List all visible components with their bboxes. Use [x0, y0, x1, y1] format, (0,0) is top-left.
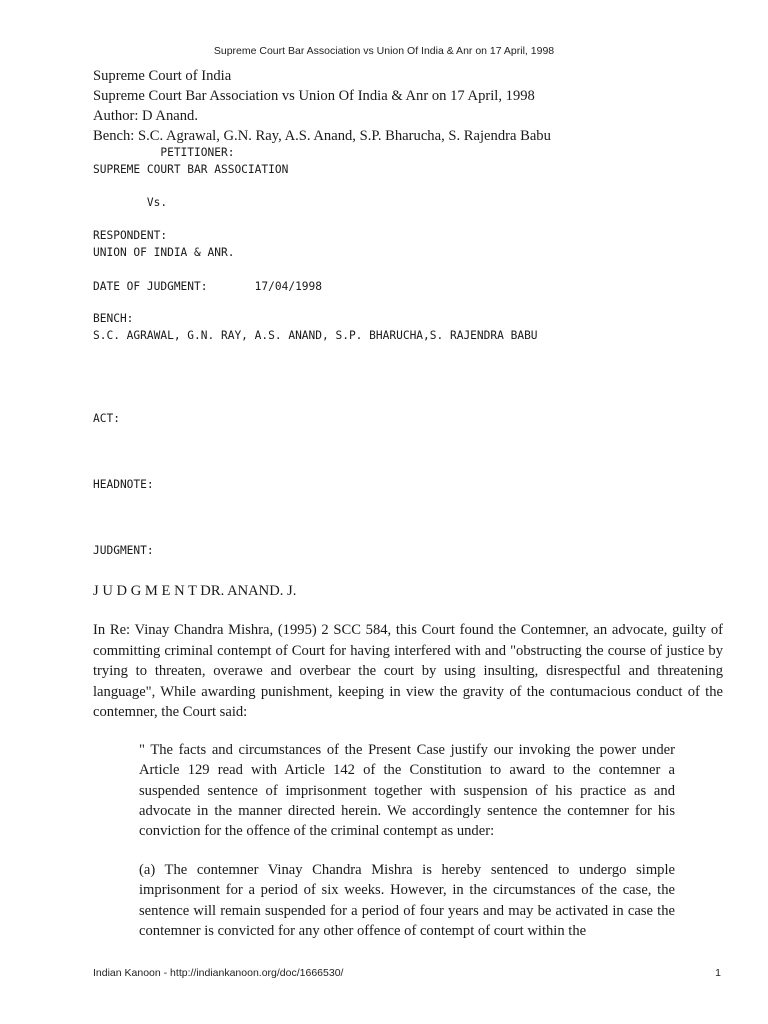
court-name: Supreme Court of India: [93, 68, 232, 84]
judgment-label: JUDGMENT:: [93, 544, 154, 557]
respondent-value: UNION OF INDIA & ANR.: [93, 246, 235, 259]
vs-line: Vs.: [93, 196, 168, 209]
act-label: ACT:: [93, 412, 120, 425]
petitioner-label: PETITIONER:: [93, 146, 235, 159]
quoted-paragraph: " The facts and circumstances of the Present Case justify our invoking the power under Article 129 read with Article 142 of the Constitution to award to the contemner a suspended sentence of imprisonment together with suspension of his practice as and advocate in the manner directed herein. We accordingly sentence the contemner for his conviction for the offence of the criminal contempt as under:: [139, 742, 675, 840]
running-header: Supreme Court Bar Association vs Union Of India & Anr on 17 April, 1998: [213, 45, 555, 57]
respondent-label: RESPONDENT:: [93, 229, 168, 242]
case-title: Supreme Court Bar Association vs Union Of India & Anr on 17 April, 1998: [93, 88, 535, 104]
case-metadata: [93, 66, 551, 146]
quoted-paragraph: (a) The contemner Vinay Chandra Mishra is hereby sentenced to undergo simple imprisonment for a period of six weeks. However, in the circumstances of the case, the sentence will remain suspended for a period of four years and may be activated in case the contemner is convicted for any other offence of contempt of court within the: [139, 862, 675, 939]
judgment-heading: J U D G M E N T DR. ANAND. J.: [93, 583, 297, 599]
author-line: Author: D Anand.: [93, 108, 198, 124]
petitioner-value: SUPREME COURT BAR ASSOCIATION: [93, 163, 289, 176]
page-number: 1: [715, 967, 721, 979]
bench-line: Bench: S.C. Agrawal, G.N. Ray, A.S. Anand, S.P. Bharucha, S. Rajendra Babu: [93, 128, 551, 144]
date-of-judgment: DATE OF JUDGMENT: 17/04/1998: [93, 280, 323, 293]
body-paragraph: In Re: Vinay Chandra Mishra, (1995) 2 SCC 584, this Court found the Contemner, an advocate, guilty of committing criminal contempt of Court for having interfered with and "obstructing the course of justice by trying to threaten, overawe and overbear the court by using insulting, disrespectful and threatening language", While awarding punishment, keeping in view the gravity of the contumacious conduct of the contemner, the Court said:: [93, 622, 723, 720]
bench-value: S.C. AGRAWAL, G.N. RAY, A.S. ANAND, S.P. BHARUCHA,S. RAJENDRA BABU: [93, 329, 538, 342]
headnote-label: HEADNOTE:: [93, 478, 154, 491]
bench-label: BENCH:: [93, 312, 134, 325]
footer-source: Indian Kanoon - http://indiankanoon.org/doc/1666530/: [93, 967, 344, 979]
